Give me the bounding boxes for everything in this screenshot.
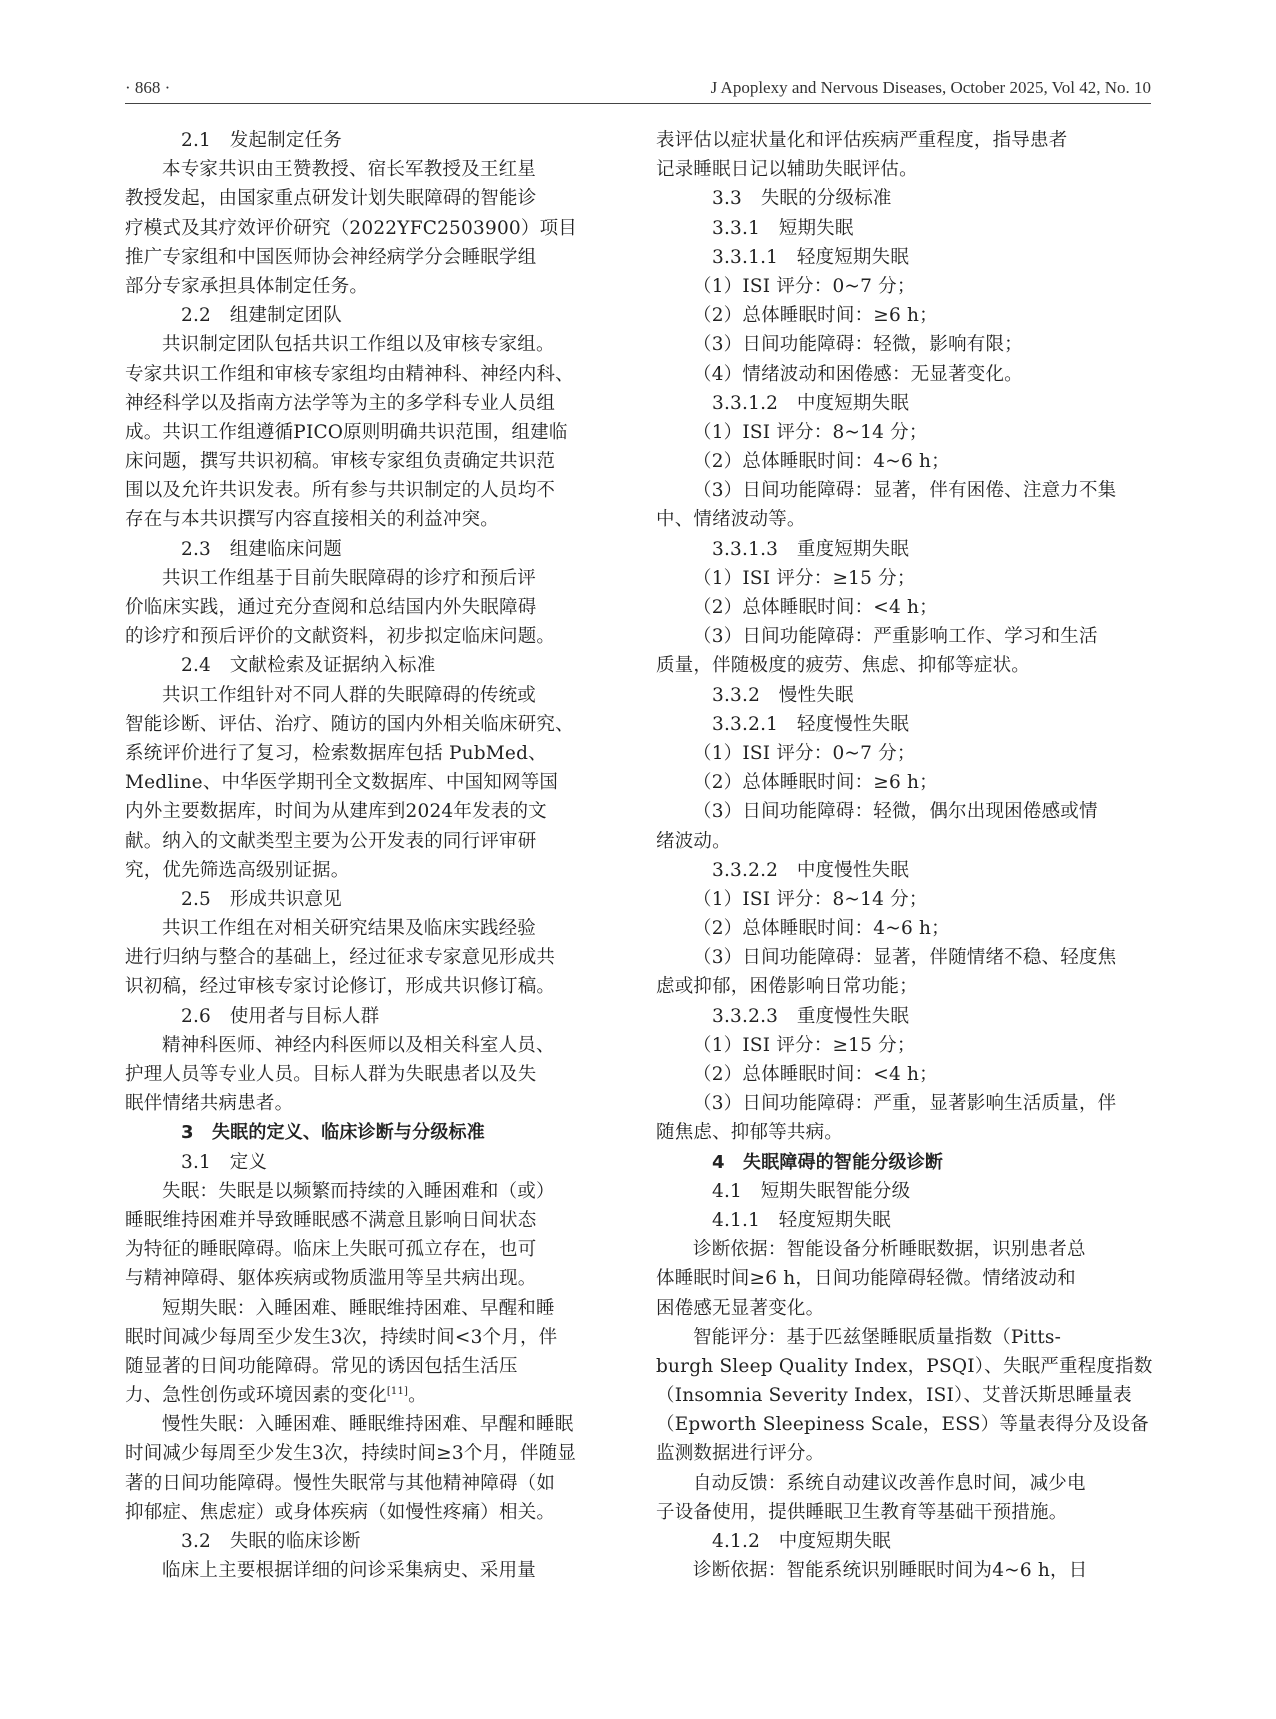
text-line: 慢性失眠：入睡困难、睡眠维持困难、早醒和睡眠 <box>162 1414 574 1436</box>
left-column <box>125 126 621 1585</box>
text-line: 部分专家承担具体制定任务。 <box>125 275 369 297</box>
text-line: 存在与本共识撰写内容直接相关的利益冲突。 <box>125 509 500 531</box>
text-line: 困倦感无显著变化。 <box>656 1297 825 1319</box>
text-line: （2）总体睡眠时间：4~6 h； <box>693 451 950 473</box>
text-line: （1）ISI 评分：≥15 分； <box>693 567 916 589</box>
text-line: 失眠：失眠是以频繁而持续的入睡困难和（或） <box>162 1180 555 1202</box>
text-line: 绪波动。 <box>656 830 731 852</box>
text-line: 体睡眠时间≥6 h，日间功能障碍轻微。情绪波动和 <box>656 1268 1076 1290</box>
text-line: 眠时间减少每周至少发生3次，持续时间<3个月，伴 <box>125 1326 558 1348</box>
section-heading: 4.1 短期失眠智能分级 <box>712 1180 911 1202</box>
text-line: Medline、中华医学期刊全文数据库、中国知网等国 <box>125 772 559 794</box>
text-line: 力、急性创伤或环境因素的变化[11]。 <box>125 1385 427 1407</box>
text-line: 疗模式及其疗效评价研究（2022YFC2503900）项目 <box>125 217 577 239</box>
section-heading: 3.3.1.2 中度短期失眠 <box>712 392 910 414</box>
section-heading: 4.1.2 中度短期失眠 <box>712 1531 891 1552</box>
text-line: 的诊疗和预后评价的文献资料，初步拟定临床问题。 <box>125 626 556 648</box>
text-line: 献。纳入的文献类型主要为公开发表的同行评审研 <box>125 830 537 852</box>
text-line: 本专家共识由王赞教授、宿长军教授及王红星 <box>162 159 537 181</box>
text-line: 智能评分：基于匹兹堡睡眠质量指数（Pitts- <box>693 1326 1062 1348</box>
text-line: 床问题，撰写共识初稿。审核专家组负责确定共识范 <box>125 451 556 473</box>
text-line: 神经科学以及指南方法学等为主的多学科专业人员组 <box>125 392 556 414</box>
section-heading: 3.3.1 短期失眠 <box>712 217 854 239</box>
header-rule <box>125 103 1151 104</box>
section-heading: 3 失眠的定义、临床诊断与分级标准 <box>181 1122 485 1144</box>
section-heading: 3.1 定义 <box>181 1151 268 1173</box>
text-line: 共识制定团队包括共识工作组以及审核专家组。 <box>162 334 555 356</box>
text-line: 教授发起，由国家重点研发计划失眠障碍的智能诊 <box>125 188 537 210</box>
text-line: （1）ISI 评分：8~14 分； <box>693 421 928 443</box>
citation-superscript: [11] <box>386 1385 409 1397</box>
text-line: （Epworth Sleepiness Scale，ESS）等量表得分及设备 <box>656 1414 1149 1436</box>
section-heading: 2.2 组建制定团队 <box>181 305 342 327</box>
text-line: （2）总体睡眠时间：<4 h； <box>693 1064 938 1085</box>
text-line: 抑郁症、焦虑症）或身体疾病（如慢性疼痛）相关。 <box>125 1501 556 1523</box>
section-heading: 2.3 组建临床问题 <box>181 538 342 560</box>
text-line: 精神科医师、神经内科医师以及相关科室人员、 <box>162 1034 555 1056</box>
text-line: 随显著的日间功能障碍。常见的诱因包括生活压 <box>125 1355 518 1377</box>
text-line: 智能诊断、评估、治疗、随访的国内外相关临床研究、 <box>125 713 574 735</box>
section-heading: 3.3.2 慢性失眠 <box>712 684 854 706</box>
text-line: （2）总体睡眠时间：4~6 h； <box>693 918 950 940</box>
text-line: 眠伴情绪共病患者。 <box>125 1093 294 1115</box>
text-line: 中、情绪波动等。 <box>656 509 806 531</box>
section-heading: 2.4 文献检索及证据纳入标准 <box>181 655 436 677</box>
section-heading: 3.3.2.3 重度慢性失眠 <box>712 1005 910 1027</box>
text-line: （3）日间功能障碍：轻微，影响有限； <box>693 334 1023 356</box>
text-line: 系统评价进行了复习，检索数据库包括 PubMed、 <box>125 742 547 764</box>
text-line: 时间减少每周至少发生3次，持续时间≥3个月，伴随显 <box>125 1443 577 1465</box>
section-heading: 4.1.1 轻度短期失眠 <box>712 1209 891 1231</box>
text-line: 著的日间功能障碍。慢性失眠常与其他精神障碍（如 <box>125 1472 556 1494</box>
text-line: 监测数据进行评分。 <box>656 1443 825 1465</box>
text-line: （Insomnia Severity Index，ISI）、艾普沃斯思睡量表 <box>656 1385 1132 1407</box>
text-line: 成。共识工作组遵循PICO原则明确共识范围，组建临 <box>125 421 568 443</box>
text-line: 识初稿，经过审核专家讨论修订，形成共识修订稿。 <box>125 976 556 998</box>
text-line: （4）情绪波动和困倦感：无显著变化。 <box>693 363 1023 385</box>
text-line: 质量，伴随极度的疲劳、焦虑、抑郁等症状。 <box>656 655 1031 677</box>
text-line: 推广专家组和中国医师协会神经病学分会睡眠学组 <box>125 246 537 268</box>
text-line: 睡眠维持困难并导致睡眠感不满意且影响日间状态 <box>125 1209 537 1231</box>
section-heading: 2.5 形成共识意见 <box>181 888 342 910</box>
section-heading: 3.3.2.2 中度慢性失眠 <box>712 859 910 881</box>
section-heading: 2.1 发起制定任务 <box>181 130 342 151</box>
section-heading: 3.3.1.1 轻度短期失眠 <box>712 246 910 268</box>
text-line: （2）总体睡眠时间：≥6 h； <box>693 772 938 794</box>
text-line: 与精神障碍、躯体疾病或物质滥用等呈共病出现。 <box>125 1268 537 1290</box>
text-line: 虑或抑郁，困倦影响日常功能； <box>656 976 918 998</box>
section-heading: 4 失眠障碍的智能分级诊断 <box>712 1151 944 1173</box>
text-line: （1）ISI 评分：8~14 分； <box>693 888 928 910</box>
text-line: （3）日间功能障碍：显著，伴有困倦、注意力不集 <box>693 480 1117 502</box>
text-line: （1）ISI 评分：0~7 分； <box>693 275 916 297</box>
text-line: 临床上主要根据详细的问诊采集病史、采用量 <box>162 1560 537 1582</box>
right-column <box>656 126 1152 1585</box>
text-line: 共识工作组基于目前失眠障碍的诊疗和预后评 <box>162 567 537 589</box>
text-line: 为特征的睡眠障碍。临床上失眠可孤立存在，也可 <box>125 1239 537 1261</box>
text-line: 诊断依据：智能系统识别睡眠时间为4~6 h，日 <box>693 1560 1088 1582</box>
text-line: （3）日间功能障碍：严重，显著影响生活质量，伴 <box>693 1093 1117 1115</box>
text-line: 进行归纳与整合的基础上，经过征求专家意见形成共 <box>125 947 556 969</box>
text-line: （2）总体睡眠时间：<4 h； <box>693 597 938 618</box>
text-line: 围以及允许共识发表。所有参与共识制定的人员均不 <box>125 480 556 502</box>
running-header <box>125 78 1151 102</box>
text-line: （3）日间功能障碍：轻微，偶尔出现困倦感或情 <box>693 801 1098 823</box>
text-line: 随焦虑、抑郁等共病。 <box>656 1122 844 1144</box>
text-line: （1）ISI 评分：0~7 分； <box>693 742 916 764</box>
text-line: 诊断依据：智能设备分析睡眠数据，识别患者总 <box>693 1239 1086 1261</box>
text-line: 专家共识工作组和审核专家组均由精神科、神经内科、 <box>125 363 574 385</box>
text-line: 共识工作组针对不同人群的失眠障碍的传统或 <box>162 684 537 706</box>
text-line: 内外主要数据库，时间为从建库到2024年发表的文 <box>125 801 547 823</box>
text-line: burgh Sleep Quality Index，PSQI）、失眠严重程度指数 <box>656 1355 1153 1377</box>
text-line: 自动反馈：系统自动建议改善作息时间，减少电 <box>693 1472 1086 1494</box>
text-line: 短期失眠：入睡困难、睡眠维持困难、早醒和睡 <box>162 1297 555 1319</box>
journal-citation: J Apoplexy and Nervous Diseases, October 2025, Vol 42, No. 10 <box>710 78 1151 97</box>
text-line: 记录睡眠日记以辅助失眠评估。 <box>656 159 918 181</box>
text-line: 价临床实践，通过充分查阅和总结国内外失眠障碍 <box>125 597 537 618</box>
page-number: · 868 · <box>125 78 171 97</box>
text-line: （1）ISI 评分：≥15 分； <box>693 1034 916 1056</box>
text-line: 表评估以症状量化和评估疾病严重程度，指导患者 <box>656 130 1068 151</box>
section-heading: 3.2 失眠的临床诊断 <box>181 1531 361 1552</box>
text-line: （2）总体睡眠时间：≥6 h； <box>693 305 938 327</box>
text-line: 子设备使用，提供睡眠卫生教育等基础干预措施。 <box>656 1501 1068 1523</box>
section-heading: 2.6 使用者与目标人群 <box>181 1005 380 1027</box>
section-heading: 3.3.1.3 重度短期失眠 <box>712 538 910 560</box>
text-line: 究，优先筛选高级别证据。 <box>125 859 350 881</box>
text-line: 护理人员等专业人员。目标人群为失眠患者以及失 <box>125 1064 537 1085</box>
text-line: （3）日间功能障碍：显著，伴随情绪不稳、轻度焦 <box>693 947 1117 969</box>
text-line: 共识工作组在对相关研究结果及临床实践经验 <box>162 918 537 940</box>
text-line: （3）日间功能障碍：严重影响工作、学习和生活 <box>693 626 1098 648</box>
section-heading: 3.3.2.1 轻度慢性失眠 <box>712 713 910 735</box>
section-heading: 3.3 失眠的分级标准 <box>712 188 892 210</box>
